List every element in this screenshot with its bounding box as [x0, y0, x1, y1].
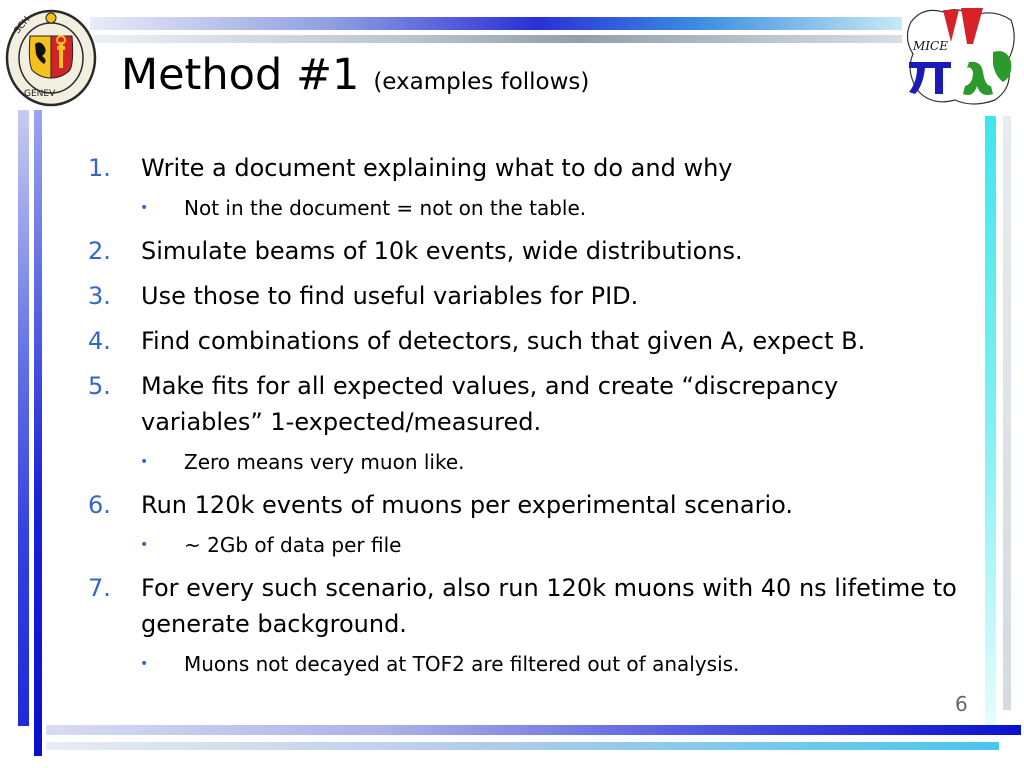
list-item [86, 278, 966, 314]
svg-text:GENEV: GENEV [24, 89, 56, 99]
bottom-decorative-bar [46, 725, 1021, 735]
sub-bullet-item [86, 530, 966, 560]
list-item-number: 5. [88, 372, 111, 400]
title-subtitle: (examples follows) [373, 69, 590, 95]
right-decorative-bar [985, 116, 996, 726]
list-item-text: Simulate beams of 10k events, wide distributions. [141, 237, 743, 265]
bullet-icon: • [140, 454, 149, 470]
list-item [86, 150, 966, 186]
university-seal-logo [4, 4, 98, 108]
sub-bullet-text: Zero means very muon like. [184, 450, 465, 474]
slide-title [121, 50, 589, 100]
right-decorative-bar-secondary [1003, 116, 1011, 710]
page-number: 6 [955, 692, 968, 716]
sub-bullet-item [86, 193, 966, 223]
list-item-text: For every such scenario, also run 120k muons with 40 ns lifetime to generate background. [141, 574, 957, 638]
list-item-text: Make fits for all expected values, and create “discrepancy variables” 1-expected/measured. [141, 372, 839, 436]
mice-logo [903, 2, 1021, 110]
list-item-text: Use those to find useful variables for PID. [141, 282, 639, 310]
bullet-icon: • [140, 200, 149, 216]
left-decorative-bar-secondary [34, 110, 42, 756]
left-decorative-bar [18, 110, 29, 726]
sub-bullet-text: ~ 2Gb of data per file [184, 533, 402, 557]
svg-text:MICE: MICE [913, 39, 948, 53]
list-item [86, 570, 966, 642]
list-item-number: 4. [88, 327, 111, 355]
numbered-list [86, 150, 966, 689]
list-item-number: 7. [88, 574, 111, 602]
list-item-text: Find combinations of detectors, such that given A, expect B. [141, 327, 866, 355]
bottom-decorative-bar-secondary [46, 742, 999, 750]
sub-bullet-text: Not in the document = not on the table. [184, 196, 587, 220]
bullet-icon: • [140, 537, 149, 553]
list-item-number: 6. [88, 491, 111, 519]
list-item [86, 323, 966, 359]
list-item [86, 233, 966, 269]
list-item [86, 368, 966, 440]
sub-bullet-item [86, 447, 966, 477]
sub-bullet-text: Muons not decayed at TOF2 are filtered out of analysis. [184, 652, 740, 676]
list-item [86, 487, 966, 523]
top-decorative-bar-secondary [90, 35, 902, 43]
top-decorative-bar [90, 17, 902, 30]
list-item-number: 3. [88, 282, 111, 310]
bullet-icon: • [140, 656, 149, 672]
title-main: Method #1 [121, 50, 360, 100]
list-item-text: Run 120k events of muons per experimental scenario. [141, 491, 794, 519]
list-item-number: 2. [88, 237, 111, 265]
list-item-number: 1. [88, 154, 111, 182]
svg-text:SCH: SCH [12, 15, 33, 36]
list-item-text: Write a document explaining what to do and why [141, 154, 733, 182]
sub-bullet-item [86, 649, 966, 679]
